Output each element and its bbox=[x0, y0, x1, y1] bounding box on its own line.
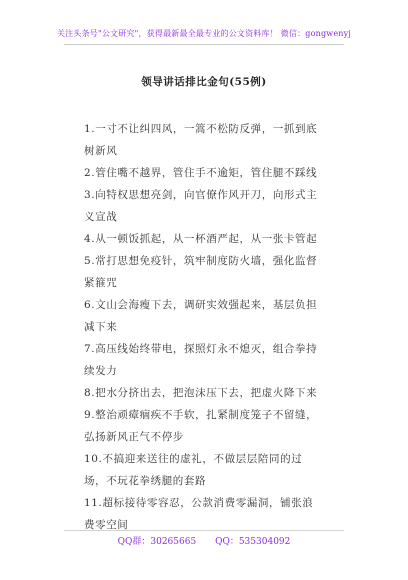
list-item: 8.把水分挤出去，把泡沫压下去，把虚火降下来 bbox=[84, 387, 318, 399]
header-note: 关注头条号"公文研究"，获得最新最全最专业的公文资料库！ 微信：gongwenyj bbox=[56, 29, 352, 38]
list-item: 10.不搞迎来送往的虚礼，不做层层陪同的过场，不玩花拳绣腿的套路 bbox=[84, 453, 303, 487]
footer-divider bbox=[64, 530, 344, 531]
list-item: 5.常打思想免疫针，筑牢制度防火墙，强化监督紧箍咒 bbox=[84, 255, 318, 289]
list-item: 6.文山会海瘦下去，调研实效强起来，基层负担减下来 bbox=[84, 299, 318, 333]
list-item: 1.一寸不让纠四风，一篙不松防反弹，一抓到底树新风 bbox=[84, 123, 318, 157]
footer-qq-group: QQ群：30265665 bbox=[117, 537, 197, 547]
list-item: 11.超标接待零容忍，公款消费零漏洞，铺张浪费零空间 bbox=[84, 497, 314, 531]
list-item: 9.整治顽瘴痼疾不手软，扎紧制度笼子不留缝，弘扬新风正气不停步 bbox=[84, 409, 318, 443]
list-item: 4.从一顿饭抓起，从一杯酒严起，从一张卡管起 bbox=[84, 233, 318, 245]
list-item: 7.高压线始终带电，探照灯永不熄灭，组合拳持续发力 bbox=[84, 343, 318, 377]
item-list bbox=[84, 118, 322, 536]
list-item: 3.向特权思想亮剑，向官僚作风开刀，向形式主义宣战 bbox=[84, 189, 318, 223]
header-divider bbox=[64, 44, 344, 45]
list-item: 2.管住嘴不越界，管住手不逾矩，管住腿不踩线 bbox=[84, 167, 318, 179]
footer-qq: QQ：535304092 bbox=[215, 537, 291, 547]
document-title: 领导讲话排比金句(55例) bbox=[141, 76, 267, 88]
footer bbox=[0, 534, 408, 547]
